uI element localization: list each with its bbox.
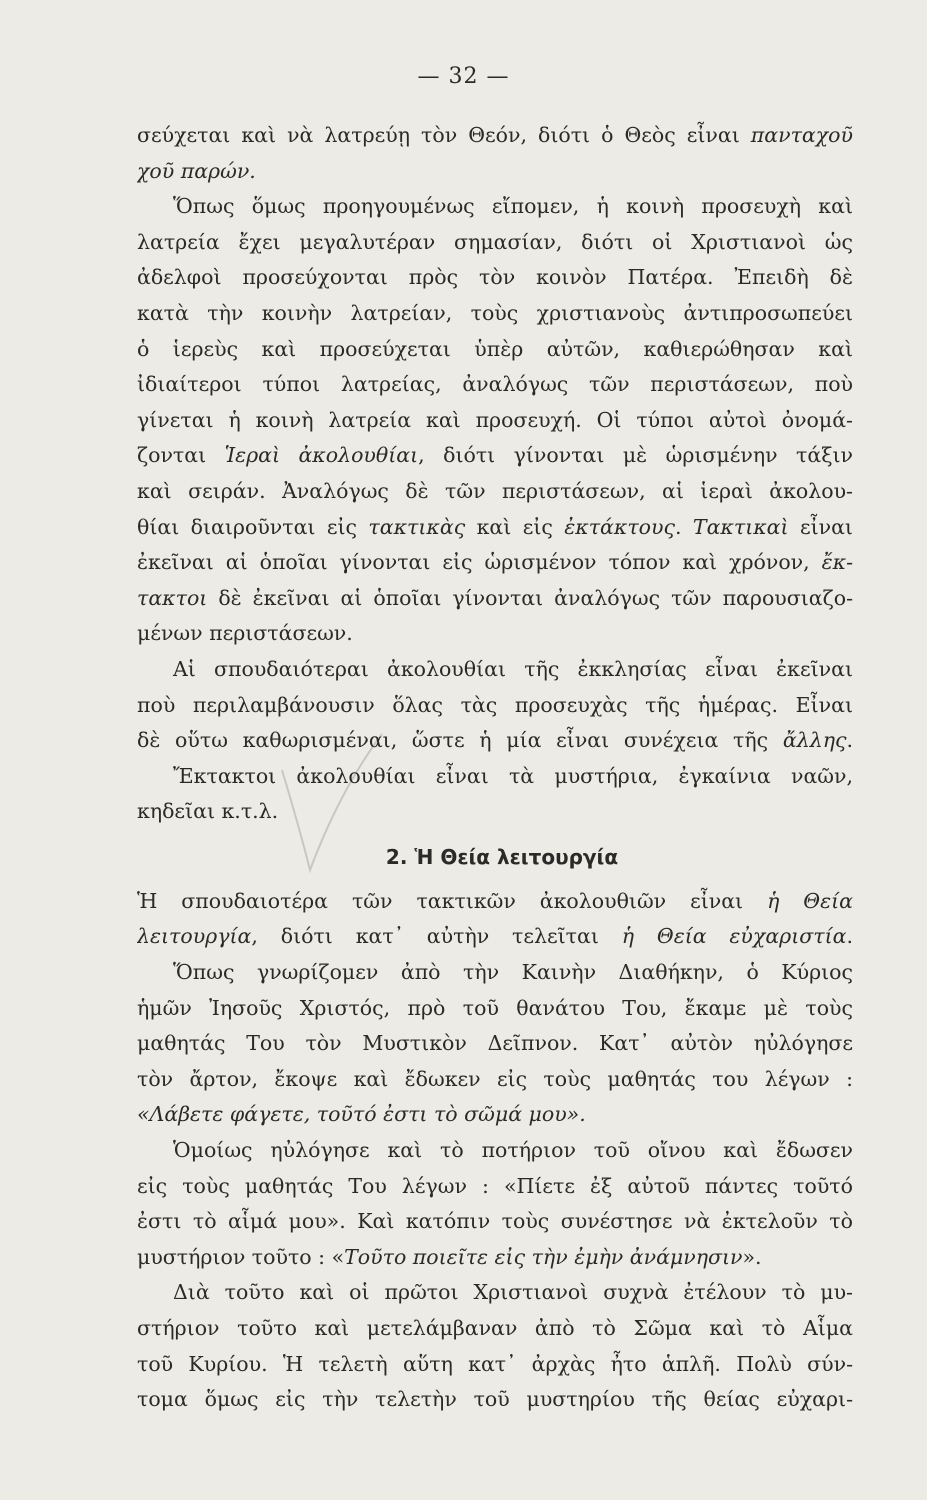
text-body [137,118,853,1418]
paragraph-line: «Λάβετε φάγετε, τοῦτό ἐστι τὸ σῶμά μου». [137,1102,586,1127]
paragraph-line: καὶ σειράν. Ἀναλόγως δὲ τῶν περιστάσεων, αἱ ἱεραὶ ἀκολου- [137,478,853,503]
paragraph-line: ἐκεῖναι αἱ ὁποῖαι γίνονται εἰς ὡρισμένον τόπον καὶ χρόνον, ἔκ- [137,550,853,575]
paragraph-line: μαθητάς Του τὸν Μυστικὸν Δεῖπνον. Κατ᾽ αὐτὸν ηὐλόγησε [137,1031,853,1056]
paragraph-line: λειτουργία, διότι κατ᾽ αὐτὴν τελεῖται ἡ Θεία εὐχαριστία. [137,924,853,949]
paragraph-line: δὲ οὕτω καθωρισμέναι, ὥστε ἡ μία εἶναι συνέχεια τῆς ἄλλης. [137,728,853,753]
paragraph-line: εἰς τοὺς μαθητάς Του λέγων : «Πίετε ἐξ αὐτοῦ πάντες τοῦτό [137,1173,853,1198]
paragraph-line: ὁ ἱερεὺς καὶ προσεύχεται ὑπὲρ αὐτῶν, καθιερώθησαν καὶ [137,336,853,361]
paragraph-line: τομα ὅμως εἰς τὴν τελετὴν τοῦ μυστηρίου τῆς θείας εὐχαρι- [137,1387,853,1412]
paragraph-line: Αἱ σπουδαιότεραι ἀκολουθίαι τῆς ἐκκλησίας εἶναι ἐκεῖναι [173,656,853,681]
paragraph-line: Ὅπως ὅμως προηγουμένως εἴπομεν, ἡ κοινὴ προσευχὴ καὶ [173,194,853,219]
paragraph-line: τὸν ἄρτον, ἔκοψε καὶ ἔδωκεν εἰς τοὺς μαθητάς του λέγων : [137,1066,853,1091]
paragraph-line: τοῦ Κυρίου. Ἡ τελετὴ αὕτη κατ᾽ ἀρχὰς ἦτο ἁπλῆ. Πολὺ σύν- [137,1351,853,1376]
paragraph-line: ἡμῶν Ἰησοῦς Χριστός, πρὸ τοῦ θανάτου Του, ἔκαμε μὲ τοὺς [137,995,853,1020]
paragraph-line: μένων περιστάσεων. [137,621,353,646]
paragraph-line: ἐστι τὸ αἷμά μου». Καὶ κατόπιν τοὺς συνέστησε νὰ ἐκτελοῦν τὸ [137,1209,853,1234]
paragraph-line: σεύχεται καὶ νὰ λατρεύῃ τὸν Θεόν, διότι ὁ Θεὸς εἶναι πανταχοῦ [137,123,853,147]
paragraph-line: Ὅπως γνωρίζομεν ἀπὸ τὴν Καινὴν Διαθήκην, ὁ Κύριος [173,960,853,985]
paragraph-line: Διὰ τοῦτο καὶ οἱ πρῶτοι Χριστιανοὶ συχνὰ ἐτέλουν τὸ μυ- [173,1280,853,1305]
page-number: — 32 — [417,64,510,89]
paragraph-line: ἀδελφοὶ προσεύχονται πρὸς τὸν κοινὸν Πατέρα. Ἐπειδὴ δὲ [137,265,853,290]
paragraph-line: Ἔκτακτοι ἀκολουθίαι εἶναι τὰ μυστήρια, ἐγκαίνια ναῶν, [173,763,853,788]
paragraph-line: Ἡ σπουδαιοτέρα τῶν τακτικῶν ἀκολουθιῶν εἶναι ἡ Θεία [137,888,853,913]
paragraph-line: θίαι διαιροῦνται εἰς τακτικὰς καὶ εἰς ἐκτάκτους. Τακτικαὶ εἶναι [137,514,853,539]
paragraph-line: στήριον τοῦτο καὶ μετελάμβαναν ἀπὸ τὸ Σῶμα καὶ τὸ Αἷμα [137,1316,853,1340]
section-heading: 2. Ἡ Θεία λειτουργία [385,844,619,869]
paragraph-line: ζονται Ἱεραὶ ἀκολουθίαι, διότι γίνονται μὲ ὡρισμένην τάξιν [137,443,853,468]
paragraph-line: Ὁμοίως ηὐλόγησε καὶ τὸ ποτήριον τοῦ οἴνου καὶ ἔδωσεν [173,1138,853,1163]
paragraph-line: κατὰ τὴν κοινὴν λατρείαν, τοὺς χριστιανοὺς ἀντιπροσωπεύει [137,300,853,325]
paragraph-line: χοῦ παρών. [137,158,256,183]
paragraph-line: γίνεται ἡ κοινὴ λατρεία καὶ προσευχή. Οἱ τύποι αὐτοὶ ὀνομά- [137,407,853,432]
paragraph-line: λατρεία ἔχει μεγαλυτέραν σημασίαν, διότι οἱ Χριστιανοὶ ὡς [137,229,853,254]
paragraph-line: ἰδιαίτεροι τύποι λατρείας, ἀναλόγως τῶν περιστάσεων, ποὺ [137,372,853,397]
paragraph-line: ποὺ περιλαμβάνουσιν ὅλας τὰς προσευχὰς τῆς ἡμέρας. Εἶναι [137,692,853,717]
paragraph-line: κηδεῖαι κ.τ.λ. [137,799,279,824]
paragraph-line: μυστήριον τοῦτο : «Τοῦτο ποιεῖτε εἰς τὴν ἐμὴν ἀνάμνησιν». [137,1244,762,1269]
paragraph-line: τακτοι δὲ ἐκεῖναι αἱ ὁποῖαι γίνονται ἀναλόγως τῶν παρουσιαζο- [137,585,853,610]
